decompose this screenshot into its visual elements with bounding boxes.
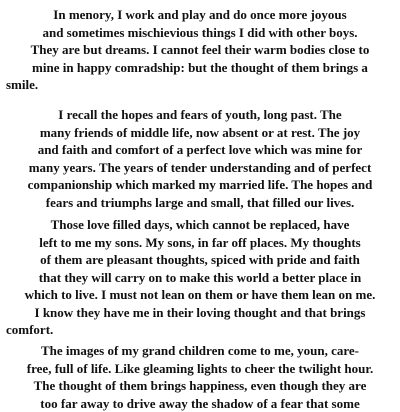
text-line: too far away to drive away the shadow of a fear that some <box>0 395 400 412</box>
text-line: I know they have me in their loving thought and that brings <box>0 304 400 322</box>
text-line: Those love filled days, which cannot be replaced, have <box>0 216 400 234</box>
text-line: They are but dreams. I cannot feel their warm bodies close to <box>0 41 400 59</box>
text-line: many years. The years of tender understanding and of perfect <box>0 159 400 177</box>
text-line: mine in happy comradship: but the thought of them brings a <box>0 59 400 77</box>
paragraph-4 <box>0 342 400 412</box>
text-line: fears and triumphs large and small, that filled our lives. <box>0 194 400 212</box>
text-line: smile. <box>0 76 400 94</box>
text-line: and sometimes mischievious things I did with other boys. <box>0 24 400 42</box>
paragraph-1 <box>0 6 400 94</box>
text-line: companionship which marked my married life. The hopes and <box>0 176 400 194</box>
paragraph-2 <box>0 106 400 211</box>
text-line: The images of my grand children come to me, youn, care- <box>0 342 400 360</box>
text-line: left to me my sons. My sons, in far off places. My thoughts <box>0 234 400 252</box>
text-line: many friends of middle life, now absent or at rest. The joy <box>0 124 400 142</box>
text-line: of them are pleasant thoughts, spiced with pride and faith <box>0 251 400 269</box>
text-line: In menory, I work and play and do once more joyous <box>0 6 400 24</box>
text-line: which to live. I must not lean on them or have them lean on me. <box>0 286 400 304</box>
text-line: The thought of them brings happiness, even though they are <box>0 377 400 395</box>
text-line: comfort. <box>0 321 400 339</box>
text-line: I recall the hopes and fears of youth, long past. The <box>0 106 400 124</box>
paragraph-3 <box>0 216 400 339</box>
text-line: that they will carry on to make this world a better place in <box>0 269 400 287</box>
text-line: free, full of life. Like gleaming lights to cheer the twilight hour. <box>0 360 400 378</box>
text-line: and faith and comfort of a perfect love which was mine for <box>0 141 400 159</box>
